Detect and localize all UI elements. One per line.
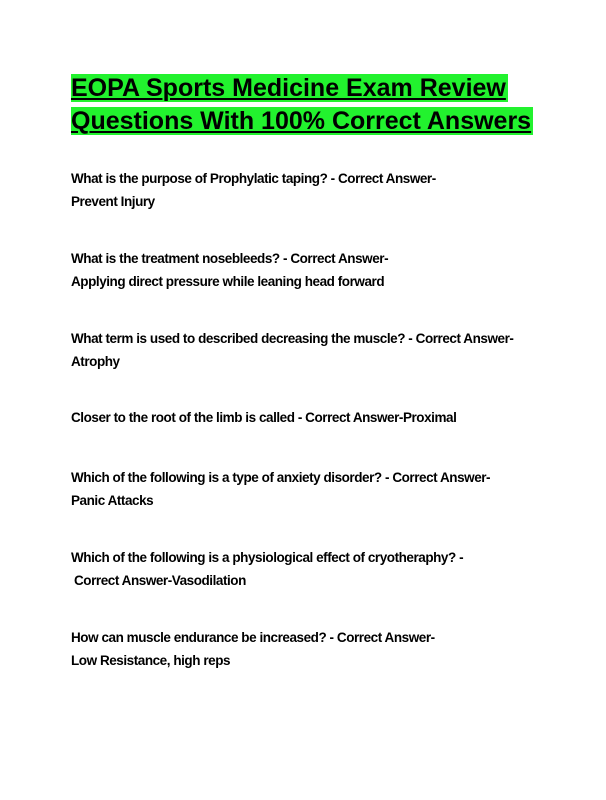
qa-item bbox=[71, 626, 551, 672]
question-text: Which of the following is a physiological effect of cryotheraphy? - bbox=[71, 550, 464, 565]
answer-text: Applying direct pressure while leaning head forward bbox=[71, 274, 385, 289]
title-line-1: EOPA Sports Medicine Exam Review bbox=[71, 74, 506, 102]
answer-text: Low Resistance, high reps bbox=[71, 653, 231, 668]
qa-item bbox=[71, 167, 551, 213]
answer-text: Prevent Injury bbox=[71, 194, 155, 209]
qa-item bbox=[71, 466, 551, 512]
title-line-2: Questions With 100% Correct Answers bbox=[71, 107, 532, 135]
answer-text: Panic Attacks bbox=[71, 493, 154, 508]
question-text: Which of the following is a type of anxiety disorder? - Correct Answer- bbox=[71, 470, 491, 485]
question-text: Closer to the root of the limb is called - Correct Answer-Proximal bbox=[71, 410, 457, 425]
answer-text: Atrophy bbox=[71, 354, 120, 369]
qa-item bbox=[71, 247, 551, 293]
answer-text: Correct Answer-Vasodilation bbox=[74, 573, 246, 588]
qa-item bbox=[71, 327, 551, 373]
question-text: How can muscle endurance be increased? - Correct Answer- bbox=[71, 630, 435, 645]
document-title bbox=[71, 72, 541, 138]
qa-item bbox=[71, 546, 551, 592]
question-text: What term is used to described decreasing the muscle? - Correct Answer- bbox=[71, 331, 514, 346]
question-text: What is the purpose of Prophylatic taping? - Correct Answer- bbox=[71, 171, 436, 186]
qa-item bbox=[71, 406, 551, 429]
question-text: What is the treatment nosebleeds? - Correct Answer- bbox=[71, 251, 389, 266]
